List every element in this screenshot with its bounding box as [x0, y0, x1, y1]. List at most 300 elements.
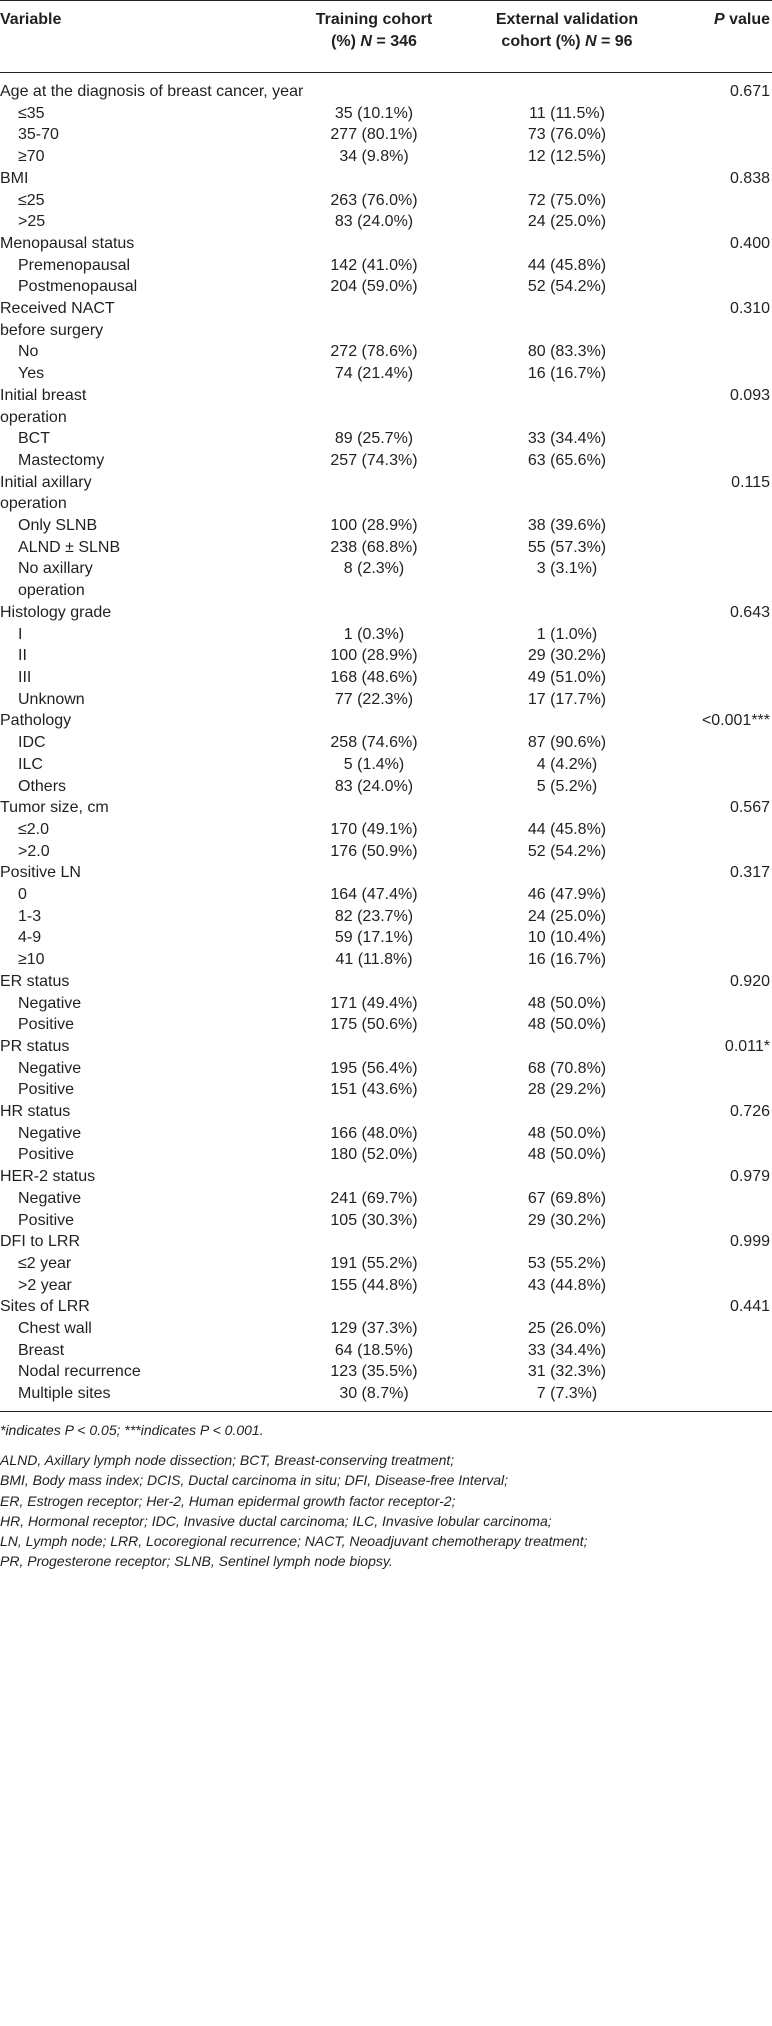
row-p-value [679, 776, 772, 798]
row-validation-value [455, 1231, 679, 1253]
table-row [0, 1101, 772, 1123]
row-training-value [293, 1101, 455, 1123]
table-row [0, 124, 772, 146]
table-row [0, 819, 772, 841]
row-validation-value: 25 (26.0%) [527, 1320, 607, 1338]
table-row [0, 1340, 772, 1362]
row-validation-value: 48 (50.0%) [527, 1124, 607, 1142]
row-p-value [679, 1079, 772, 1101]
row-validation-value [455, 472, 679, 515]
row-category-label: 1-3 [18, 907, 42, 925]
row-category-label: Negative [18, 1189, 82, 1207]
row-training-value: 100 (28.9%) [330, 647, 418, 665]
row-variable-label: ER status [0, 972, 70, 990]
table-row [0, 993, 772, 1015]
row-p-value [679, 884, 772, 906]
table-row [0, 1079, 772, 1101]
row-p-value [679, 1144, 772, 1166]
row-training-value: 176 (50.9%) [330, 842, 418, 860]
header-validation-suffix: = 96 [596, 33, 633, 50]
row-variable-label: Menopausal status [0, 234, 135, 252]
row-p-value [679, 1275, 772, 1297]
row-training-value [293, 602, 455, 624]
table-row [0, 1253, 772, 1275]
table-row [0, 1123, 772, 1145]
table-row [0, 428, 772, 450]
row-training-value [293, 710, 455, 732]
row-category-label: ALND ± SLNB [18, 538, 121, 556]
row-training-value: 89 (25.7%) [334, 430, 414, 448]
row-training-value [293, 971, 455, 993]
row-validation-value [455, 1166, 679, 1188]
table-row [0, 341, 772, 363]
table-row [0, 146, 772, 168]
header-training-line1: Training cohort [315, 11, 433, 28]
header-p-italic: P [713, 11, 725, 28]
header-validation-cohort [455, 1, 679, 73]
table-row [0, 472, 772, 515]
row-training-value [293, 1036, 455, 1058]
row-training-value [293, 862, 455, 884]
row-validation-value [455, 797, 679, 819]
table-row [0, 1036, 772, 1058]
row-category-label: Positive [18, 1016, 75, 1034]
row-training-value: 142 (41.0%) [330, 256, 418, 274]
row-variable-label: HER-2 status [0, 1168, 96, 1186]
row-category-label: No axillary operation [18, 560, 93, 600]
table-row [0, 667, 772, 689]
row-category-label: BCT [18, 430, 50, 448]
row-category-label: 35-70 [18, 126, 59, 144]
row-training-value: 171 (49.4%) [330, 994, 418, 1012]
table-row [0, 645, 772, 667]
row-training-value [293, 298, 455, 341]
table-row [0, 190, 772, 212]
table-body [0, 73, 772, 1411]
row-category-label: II [18, 647, 27, 665]
row-category-label: ≤2.0 [18, 820, 50, 838]
row-validation-value: 52 (54.2%) [527, 278, 607, 296]
table-row [0, 450, 772, 472]
table-row [0, 949, 772, 971]
row-p-value [679, 667, 772, 689]
row-p-value [679, 949, 772, 971]
table-row [0, 558, 772, 601]
row-category-label: Negative [18, 994, 82, 1012]
row-p-value [679, 1361, 772, 1383]
row-validation-value: 29 (30.2%) [527, 1211, 607, 1229]
row-validation-value: 48 (50.0%) [527, 1146, 607, 1164]
table-row [0, 1318, 772, 1340]
row-p-value: 0.093 [729, 386, 770, 404]
row-training-value: 41 (11.8%) [335, 951, 413, 969]
row-p-value [679, 515, 772, 537]
row-training-value: 195 (56.4%) [330, 1059, 418, 1077]
row-validation-value: 24 (25.0%) [527, 213, 607, 231]
row-category-label: Breast [18, 1341, 65, 1359]
row-p-value [679, 1383, 772, 1411]
row-validation-value: 53 (55.2%) [527, 1254, 607, 1272]
table-row [0, 515, 772, 537]
row-training-value [293, 168, 455, 190]
row-p-value: 0.920 [729, 972, 770, 990]
row-p-value [679, 558, 772, 601]
row-training-value: 1 (0.3%) [343, 625, 405, 643]
row-category-label: IDC [18, 734, 46, 752]
row-training-value: 82 (23.7%) [334, 907, 414, 925]
row-category-label: ≥10 [18, 951, 45, 969]
row-category-label: 0 [18, 886, 27, 904]
row-p-value [679, 1058, 772, 1080]
table-row [0, 776, 772, 798]
table-row [0, 211, 772, 233]
row-validation-value [455, 233, 679, 255]
row-training-value: 30 (8.7%) [339, 1385, 409, 1403]
row-validation-value: 17 (17.7%) [527, 690, 607, 708]
row-p-value: 0.726 [729, 1103, 770, 1121]
row-training-value: 8 (2.3%) [343, 560, 405, 578]
abbreviation-line: ER, Estrogen receptor; Her-2, Human epidermal growth factor receptor-2; [0, 1492, 456, 1509]
table-row [0, 276, 772, 298]
row-p-value: 0.441 [729, 1298, 770, 1316]
row-training-value: 83 (24.0%) [334, 213, 414, 231]
row-training-value: 34 (9.8%) [339, 148, 409, 166]
row-p-value [679, 819, 772, 841]
row-validation-value: 46 (47.9%) [527, 886, 607, 904]
table-row [0, 862, 772, 884]
table-row [0, 103, 772, 125]
row-training-value [293, 1296, 455, 1318]
row-variable-label: Tumor size, cm [0, 799, 109, 817]
table-row [0, 1144, 772, 1166]
row-p-value: 0.999 [729, 1233, 770, 1251]
table-row [0, 1296, 772, 1318]
row-category-label: ≤2 year [18, 1254, 72, 1272]
table-row [0, 971, 772, 993]
table-row [0, 81, 772, 103]
row-category-label: No [18, 343, 39, 361]
row-p-value [679, 428, 772, 450]
row-validation-value: 10 (10.4%) [527, 929, 607, 947]
row-p-value: 0.671 [729, 83, 770, 100]
row-p-value [679, 1210, 772, 1232]
row-variable-label: Received NACT before surgery [0, 300, 115, 339]
row-category-label: Negative [18, 1124, 82, 1142]
row-validation-value: 29 (30.2%) [527, 647, 607, 665]
table-row [0, 754, 772, 776]
table-row [0, 906, 772, 928]
row-validation-value [455, 168, 679, 190]
row-category-label: 4-9 [18, 929, 42, 947]
row-validation-value [455, 1036, 679, 1058]
table-row [0, 1188, 772, 1210]
row-training-value: 204 (59.0%) [330, 278, 418, 296]
row-training-value [293, 472, 455, 515]
row-p-value [679, 1123, 772, 1145]
row-category-label: Premenopausal [18, 256, 131, 274]
abbreviation-line: LN, Lymph node; LRR, Locoregional recurrence; NACT, Neoadjuvant chemotherapy treatment; [0, 1532, 588, 1549]
row-training-value: 257 (74.3%) [330, 451, 418, 469]
row-validation-value: 24 (25.0%) [527, 907, 607, 925]
row-p-value [679, 146, 772, 168]
row-p-value: 0.317 [729, 864, 770, 882]
row-variable-label: Positive LN [0, 864, 81, 882]
row-training-value: 241 (69.7%) [330, 1189, 418, 1207]
row-p-value [679, 689, 772, 711]
row-category-label: >2.0 [18, 842, 50, 860]
row-p-value: 0.400 [729, 234, 770, 252]
row-validation-value: 73 (76.0%) [527, 126, 607, 144]
header-validation-prefix: cohort (%) [501, 33, 585, 50]
table-header [0, 1, 772, 73]
header-training-cohort [293, 1, 455, 73]
row-category-label: >25 [18, 213, 46, 231]
abbreviation-line: ALND, Axillary lymph node dissection; BCT, Breast-conserving treatment; [0, 1452, 455, 1469]
header-validation-n: N [584, 33, 597, 50]
row-validation-value: 48 (50.0%) [527, 1016, 607, 1034]
row-training-value: 238 (68.8%) [330, 538, 418, 556]
row-category-label: ILC [18, 755, 43, 773]
row-validation-value [455, 971, 679, 993]
row-training-value: 168 (48.6%) [330, 668, 418, 686]
table-row [0, 689, 772, 711]
row-validation-value [455, 1296, 679, 1318]
row-p-value [679, 1318, 772, 1340]
row-validation-value: 52 (54.2%) [527, 842, 607, 860]
row-training-value: 151 (43.6%) [330, 1081, 418, 1099]
row-category-label: Nodal recurrence [18, 1363, 141, 1381]
row-validation-value [455, 602, 679, 624]
table-row [0, 732, 772, 754]
header-row [0, 1, 772, 73]
row-category-label: Negative [18, 1059, 82, 1077]
row-category-label: Mastectomy [18, 451, 105, 469]
row-training-value [293, 1231, 455, 1253]
row-p-value [679, 363, 772, 385]
row-p-value: 0.115 [731, 473, 770, 491]
row-validation-value: 7 (7.3%) [536, 1385, 598, 1403]
row-training-value [293, 81, 455, 103]
table-row [0, 884, 772, 906]
row-p-value [679, 1340, 772, 1362]
row-training-value [293, 385, 455, 428]
row-validation-value [455, 385, 679, 428]
row-p-value: <0.001*** [701, 712, 770, 730]
row-validation-value: 49 (51.0%) [527, 668, 607, 686]
table-row [0, 1166, 772, 1188]
row-p-value [679, 537, 772, 559]
header-training-suffix: = 346 [371, 33, 417, 50]
table-row [0, 363, 772, 385]
table-row [0, 1210, 772, 1232]
row-training-value: 59 (17.1%) [334, 929, 414, 947]
row-training-value [293, 233, 455, 255]
row-validation-value: 87 (90.6%) [527, 734, 607, 752]
row-p-value [679, 993, 772, 1015]
row-training-value: 277 (80.1%) [330, 126, 418, 144]
row-training-value: 170 (49.1%) [330, 820, 418, 838]
row-training-value: 263 (76.0%) [330, 191, 418, 209]
row-p-value [679, 1253, 772, 1275]
table-row [0, 298, 772, 341]
row-validation-value: 43 (44.8%) [527, 1276, 607, 1294]
row-category-label: Only SLNB [18, 517, 98, 535]
row-validation-value: 55 (57.3%) [527, 538, 607, 556]
row-validation-value: 68 (70.8%) [527, 1059, 607, 1077]
header-p-value [679, 1, 772, 73]
row-validation-value: 44 (45.8%) [527, 820, 607, 838]
table-row [0, 1275, 772, 1297]
row-category-label: Multiple sites [18, 1385, 111, 1403]
header-training-prefix: (%) [331, 33, 361, 50]
row-category-label: ≥70 [18, 148, 45, 166]
row-training-value [293, 797, 455, 819]
row-training-value: 77 (22.3%) [334, 690, 414, 708]
table-footnotes [0, 1412, 772, 1571]
row-p-value [679, 841, 772, 863]
table-row [0, 1231, 772, 1253]
row-training-value: 64 (18.5%) [334, 1341, 414, 1359]
table-row [0, 841, 772, 863]
row-category-label: ≤35 [18, 104, 45, 122]
row-p-value [679, 645, 772, 667]
row-p-value: 0.310 [729, 300, 770, 318]
row-category-label: Positive [18, 1211, 75, 1229]
row-category-label: >2 year [18, 1276, 72, 1294]
row-p-value [679, 276, 772, 298]
row-p-value: 0.643 [729, 603, 770, 621]
table-row [0, 255, 772, 277]
row-p-value [679, 1014, 772, 1036]
row-validation-value: 33 (34.4%) [527, 1341, 607, 1359]
row-category-label: Unknown [18, 690, 85, 708]
row-training-value: 123 (35.5%) [330, 1363, 418, 1381]
abbreviation-line: BMI, Body mass index; DCIS, Ductal carcinoma in situ; DFI, Disease-free Interval; [0, 1472, 509, 1489]
row-validation-value: 80 (83.3%) [527, 343, 607, 361]
row-category-label: I [18, 625, 23, 643]
row-variable-label: BMI [0, 169, 29, 187]
row-category-label: III [18, 668, 32, 686]
significance-note: *indicates P < 0.05; ***indicates P < 0.001. [0, 1421, 264, 1438]
header-training-n: N [360, 33, 372, 50]
row-p-value [679, 450, 772, 472]
row-training-value: 180 (52.0%) [330, 1146, 418, 1164]
row-category-label: Positive [18, 1081, 75, 1099]
row-p-value: 0.838 [729, 169, 770, 187]
row-category-label: Yes [18, 365, 45, 383]
table-row [0, 602, 772, 624]
table-row [0, 624, 772, 646]
table-row [0, 927, 772, 949]
row-variable-label: Initial axillary operation [0, 473, 92, 513]
row-validation-value: 28 (29.2%) [527, 1081, 607, 1099]
row-p-value: 0.011* [724, 1037, 770, 1055]
row-validation-value: 5 (5.2%) [536, 777, 598, 795]
table-row [0, 168, 772, 190]
header-p-suffix: value [724, 11, 770, 28]
row-p-value [679, 927, 772, 949]
row-validation-value: 4 (4.2%) [536, 755, 598, 773]
abbreviation-line: PR, Progesterone receptor; SLNB, Sentinel lymph node biopsy. [0, 1553, 393, 1570]
row-training-value: 74 (21.4%) [334, 365, 414, 383]
row-category-label: ≤25 [18, 191, 45, 209]
row-p-value [679, 754, 772, 776]
row-validation-value: 44 (45.8%) [527, 256, 607, 274]
row-p-value: 0.567 [729, 799, 770, 817]
row-p-value [679, 906, 772, 928]
row-p-value [679, 341, 772, 363]
table-row [0, 233, 772, 255]
row-variable-label: HR status [0, 1103, 71, 1121]
row-validation-value: 38 (39.6%) [527, 517, 607, 535]
row-validation-value [455, 1101, 679, 1123]
row-p-value [679, 1188, 772, 1210]
row-training-value: 83 (24.0%) [334, 777, 414, 795]
row-validation-value: 12 (12.5%) [527, 148, 607, 166]
table-row [0, 385, 772, 428]
row-validation-value: 63 (65.6%) [527, 451, 607, 469]
row-training-value: 191 (55.2%) [330, 1254, 418, 1272]
row-variable-label: DFI to LRR [0, 1233, 81, 1251]
row-variable-label: Pathology [0, 712, 72, 730]
row-training-value: 175 (50.6%) [330, 1016, 418, 1034]
row-training-value [293, 1166, 455, 1188]
table-row [0, 1361, 772, 1383]
table-row [0, 1058, 772, 1080]
row-validation-value: 16 (16.7%) [527, 365, 607, 383]
row-training-value: 5 (1.4%) [343, 755, 405, 773]
row-training-value: 105 (30.3%) [330, 1211, 418, 1229]
table-row [0, 537, 772, 559]
header-variable-label: Variable [0, 11, 62, 28]
row-variable-label: PR status [0, 1037, 70, 1055]
row-validation-value: 31 (32.3%) [527, 1363, 607, 1381]
row-training-value: 155 (44.8%) [330, 1276, 418, 1294]
row-p-value [679, 190, 772, 212]
abbreviation-notes [0, 1450, 772, 1571]
row-training-value: 164 (47.4%) [330, 886, 418, 904]
row-p-value [679, 124, 772, 146]
row-validation-value [455, 710, 679, 732]
row-p-value [679, 255, 772, 277]
row-variable-label: Age at the diagnosis of breast cancer, year [0, 83, 304, 100]
row-training-value: 258 (74.6%) [330, 734, 418, 752]
row-validation-value: 11 (11.5%) [529, 104, 605, 122]
row-training-value: 166 (48.0%) [330, 1124, 418, 1142]
row-validation-value [455, 862, 679, 884]
row-training-value: 129 (37.3%) [330, 1320, 418, 1338]
row-training-value: 100 (28.9%) [330, 517, 418, 535]
table-row [0, 1383, 772, 1411]
row-validation-value: 48 (50.0%) [527, 994, 607, 1012]
row-p-value: 0.979 [729, 1168, 770, 1186]
table-row [0, 797, 772, 819]
row-validation-value: 72 (75.0%) [527, 191, 607, 209]
row-category-label: Chest wall [18, 1320, 92, 1338]
row-p-value [679, 732, 772, 754]
row-category-label: Positive [18, 1146, 75, 1164]
row-validation-value: 3 (3.1%) [536, 560, 598, 578]
row-p-value [679, 211, 772, 233]
table-row [0, 710, 772, 732]
row-category-label: Others [18, 777, 67, 795]
row-validation-value: 67 (69.8%) [527, 1189, 607, 1207]
row-variable-label: Sites of LRR [0, 1298, 90, 1316]
row-validation-value [455, 298, 679, 341]
table-row [0, 1014, 772, 1036]
row-validation-value [455, 81, 679, 103]
top-spacer [0, 73, 772, 82]
